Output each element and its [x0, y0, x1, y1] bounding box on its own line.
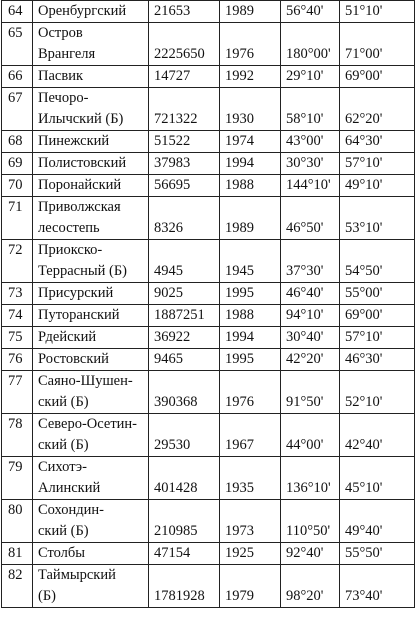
- year-cell: 1989: [220, 197, 281, 240]
- longitude-cell: 37°30': [281, 240, 340, 283]
- reserve-name-cell: [33, 153, 149, 175]
- row-number-cell: 81: [2, 543, 33, 565]
- longitude-cell: 136°10': [281, 457, 340, 500]
- reserve-name-line: Таймырский: [38, 567, 116, 583]
- reserve-name-line: Северо-Осетин-: [38, 416, 138, 432]
- reserve-name-line: Пасвик: [38, 68, 83, 84]
- area-cell: 390368: [149, 371, 220, 414]
- year-cell: 1994: [220, 327, 281, 349]
- table-row: [2, 197, 415, 240]
- year-cell: 1973: [220, 500, 281, 543]
- area-cell: 8326: [149, 197, 220, 240]
- reserve-name-cell: [33, 197, 149, 240]
- row-number-cell: 70: [2, 175, 33, 197]
- table-row: [2, 305, 415, 327]
- longitude-cell: 110°50': [281, 500, 340, 543]
- reserve-name-line: Печоро-: [38, 90, 89, 106]
- table-row: [2, 240, 415, 283]
- reserve-name-cell: [33, 371, 149, 414]
- latitude-cell: 51°10': [340, 1, 415, 23]
- longitude-cell: 92°40': [281, 543, 340, 565]
- row-number-cell: 74: [2, 305, 33, 327]
- latitude-cell: 73°40': [340, 565, 415, 608]
- latitude-cell: 69°00': [340, 66, 415, 88]
- reserve-name-cell: [33, 240, 149, 283]
- row-number-cell: 71: [2, 197, 33, 240]
- reserve-name-cell: [33, 283, 149, 305]
- area-cell: 51522: [149, 131, 220, 153]
- table-row: [2, 327, 415, 349]
- latitude-cell: 54°50': [340, 240, 415, 283]
- row-number-cell: 82: [2, 565, 33, 608]
- reserve-name-line: Сохондин-: [38, 502, 104, 518]
- reserve-name-line: ский (Б): [38, 437, 89, 453]
- longitude-cell: 43°00': [281, 131, 340, 153]
- area-cell: 9025: [149, 283, 220, 305]
- reserve-name-line: Присурский: [38, 285, 114, 301]
- row-number-cell: 67: [2, 88, 33, 131]
- area-cell: 210985: [149, 500, 220, 543]
- longitude-cell: 56°40': [281, 1, 340, 23]
- reserve-name-cell: [33, 175, 149, 197]
- row-number-cell: 68: [2, 131, 33, 153]
- reserve-name-cell: [33, 543, 149, 565]
- reserve-name-line: Террасный (Б): [38, 263, 127, 279]
- reserve-name-line: ский (Б): [38, 523, 89, 539]
- longitude-cell: 30°40': [281, 327, 340, 349]
- reserve-name-line: Столбы: [38, 545, 86, 561]
- year-cell: 1976: [220, 371, 281, 414]
- longitude-cell: 144°10': [281, 175, 340, 197]
- longitude-cell: 91°50': [281, 371, 340, 414]
- row-number-cell: 78: [2, 414, 33, 457]
- row-number-cell: 76: [2, 349, 33, 371]
- table-row: [2, 457, 415, 500]
- reserve-name-cell: [33, 1, 149, 23]
- year-cell: 1930: [220, 88, 281, 131]
- year-cell: 1995: [220, 349, 281, 371]
- area-cell: 2225650: [149, 23, 220, 66]
- reserve-name-line: Ростовский: [38, 351, 109, 367]
- row-number-cell: 65: [2, 23, 33, 66]
- latitude-cell: 64°30': [340, 131, 415, 153]
- area-cell: 4945: [149, 240, 220, 283]
- table-row: [2, 414, 415, 457]
- area-cell: 56695: [149, 175, 220, 197]
- row-number-cell: 66: [2, 66, 33, 88]
- row-number-cell: 72: [2, 240, 33, 283]
- latitude-cell: 55°00': [340, 283, 415, 305]
- reserve-name-line: Приокско-: [38, 242, 103, 258]
- latitude-cell: 52°10': [340, 371, 415, 414]
- table-row: [2, 565, 415, 608]
- year-cell: 1989: [220, 1, 281, 23]
- year-cell: 1925: [220, 543, 281, 565]
- reserve-name-line: Врангеля: [38, 46, 96, 62]
- reserve-name-cell: [33, 305, 149, 327]
- reserves-table: [1, 0, 415, 608]
- year-cell: 1988: [220, 305, 281, 327]
- year-cell: 1995: [220, 283, 281, 305]
- table-row: [2, 131, 415, 153]
- area-cell: 401428: [149, 457, 220, 500]
- latitude-cell: 57°10': [340, 153, 415, 175]
- latitude-cell: 57°10': [340, 327, 415, 349]
- latitude-cell: 49°40': [340, 500, 415, 543]
- reserve-name-cell: [33, 23, 149, 66]
- longitude-cell: 30°30': [281, 153, 340, 175]
- row-number-cell: 75: [2, 327, 33, 349]
- reserve-name-line: Илычский (Б): [38, 111, 124, 127]
- reserve-name-cell: [33, 349, 149, 371]
- area-cell: 36922: [149, 327, 220, 349]
- reserve-name-line: Путоранский: [38, 307, 120, 323]
- reserve-name-cell: [33, 88, 149, 131]
- year-cell: 1992: [220, 66, 281, 88]
- year-cell: 1979: [220, 565, 281, 608]
- area-cell: 21653: [149, 1, 220, 23]
- reserve-name-line: (Б): [38, 588, 56, 604]
- area-cell: 721322: [149, 88, 220, 131]
- reserve-name-line: Алинский: [38, 480, 101, 496]
- reserve-name-line: Приволжская: [38, 199, 121, 215]
- longitude-cell: 94°10': [281, 305, 340, 327]
- year-cell: 1976: [220, 23, 281, 66]
- reserve-name-line: Остров: [38, 25, 83, 41]
- table-row: [2, 371, 415, 414]
- year-cell: 1988: [220, 175, 281, 197]
- latitude-cell: 46°30': [340, 349, 415, 371]
- table-row: [2, 153, 415, 175]
- longitude-cell: 46°50': [281, 197, 340, 240]
- area-cell: 29530: [149, 414, 220, 457]
- latitude-cell: 62°20': [340, 88, 415, 131]
- reserve-name-line: Полистовский: [38, 155, 127, 171]
- latitude-cell: 45°10': [340, 457, 415, 500]
- latitude-cell: 49°10': [340, 175, 415, 197]
- area-cell: 1781928: [149, 565, 220, 608]
- longitude-cell: 42°20': [281, 349, 340, 371]
- reserve-name-line: Поронайский: [38, 177, 122, 193]
- reserve-name-cell: [33, 131, 149, 153]
- row-number-cell: 80: [2, 500, 33, 543]
- area-cell: 1887251: [149, 305, 220, 327]
- reserve-name-cell: [33, 414, 149, 457]
- table-row: [2, 1, 415, 23]
- latitude-cell: 71°00': [340, 23, 415, 66]
- year-cell: 1967: [220, 414, 281, 457]
- row-number-cell: 77: [2, 371, 33, 414]
- area-cell: 9465: [149, 349, 220, 371]
- table-row: [2, 88, 415, 131]
- year-cell: 1935: [220, 457, 281, 500]
- reserve-name-cell: [33, 500, 149, 543]
- longitude-cell: 98°20': [281, 565, 340, 608]
- reserve-name-cell: [33, 565, 149, 608]
- reserve-name-line: Рдейский: [38, 329, 97, 345]
- longitude-cell: 180°00': [281, 23, 340, 66]
- reserve-name-line: Саяно-Шушен-: [38, 373, 133, 389]
- latitude-cell: 53°10': [340, 197, 415, 240]
- row-number-cell: 69: [2, 153, 33, 175]
- row-number-cell: 79: [2, 457, 33, 500]
- reserve-name-cell: [33, 327, 149, 349]
- table-row: [2, 175, 415, 197]
- reserve-name-cell: [33, 457, 149, 500]
- table-row: [2, 543, 415, 565]
- table-row: [2, 283, 415, 305]
- longitude-cell: 29°10': [281, 66, 340, 88]
- reserve-name-line: Пинежский: [38, 133, 110, 149]
- latitude-cell: 55°50': [340, 543, 415, 565]
- reserve-name-line: Оренбургский: [38, 3, 127, 19]
- latitude-cell: 42°40': [340, 414, 415, 457]
- table-row: [2, 66, 415, 88]
- area-cell: 14727: [149, 66, 220, 88]
- year-cell: 1994: [220, 153, 281, 175]
- reserve-name-line: ский (Б): [38, 394, 89, 410]
- table-row: [2, 349, 415, 371]
- area-cell: 47154: [149, 543, 220, 565]
- area-cell: 37983: [149, 153, 220, 175]
- longitude-cell: 46°40': [281, 283, 340, 305]
- reserves-table-body: [2, 1, 415, 608]
- year-cell: 1974: [220, 131, 281, 153]
- latitude-cell: 69°00': [340, 305, 415, 327]
- reserve-name-cell: [33, 66, 149, 88]
- reserve-name-line: лесостепь: [38, 220, 100, 236]
- reserve-name-line: Сихотэ-: [38, 459, 87, 475]
- table-row: [2, 500, 415, 543]
- longitude-cell: 44°00': [281, 414, 340, 457]
- longitude-cell: 58°10': [281, 88, 340, 131]
- year-cell: 1945: [220, 240, 281, 283]
- row-number-cell: 64: [2, 1, 33, 23]
- table-row: [2, 23, 415, 66]
- row-number-cell: 73: [2, 283, 33, 305]
